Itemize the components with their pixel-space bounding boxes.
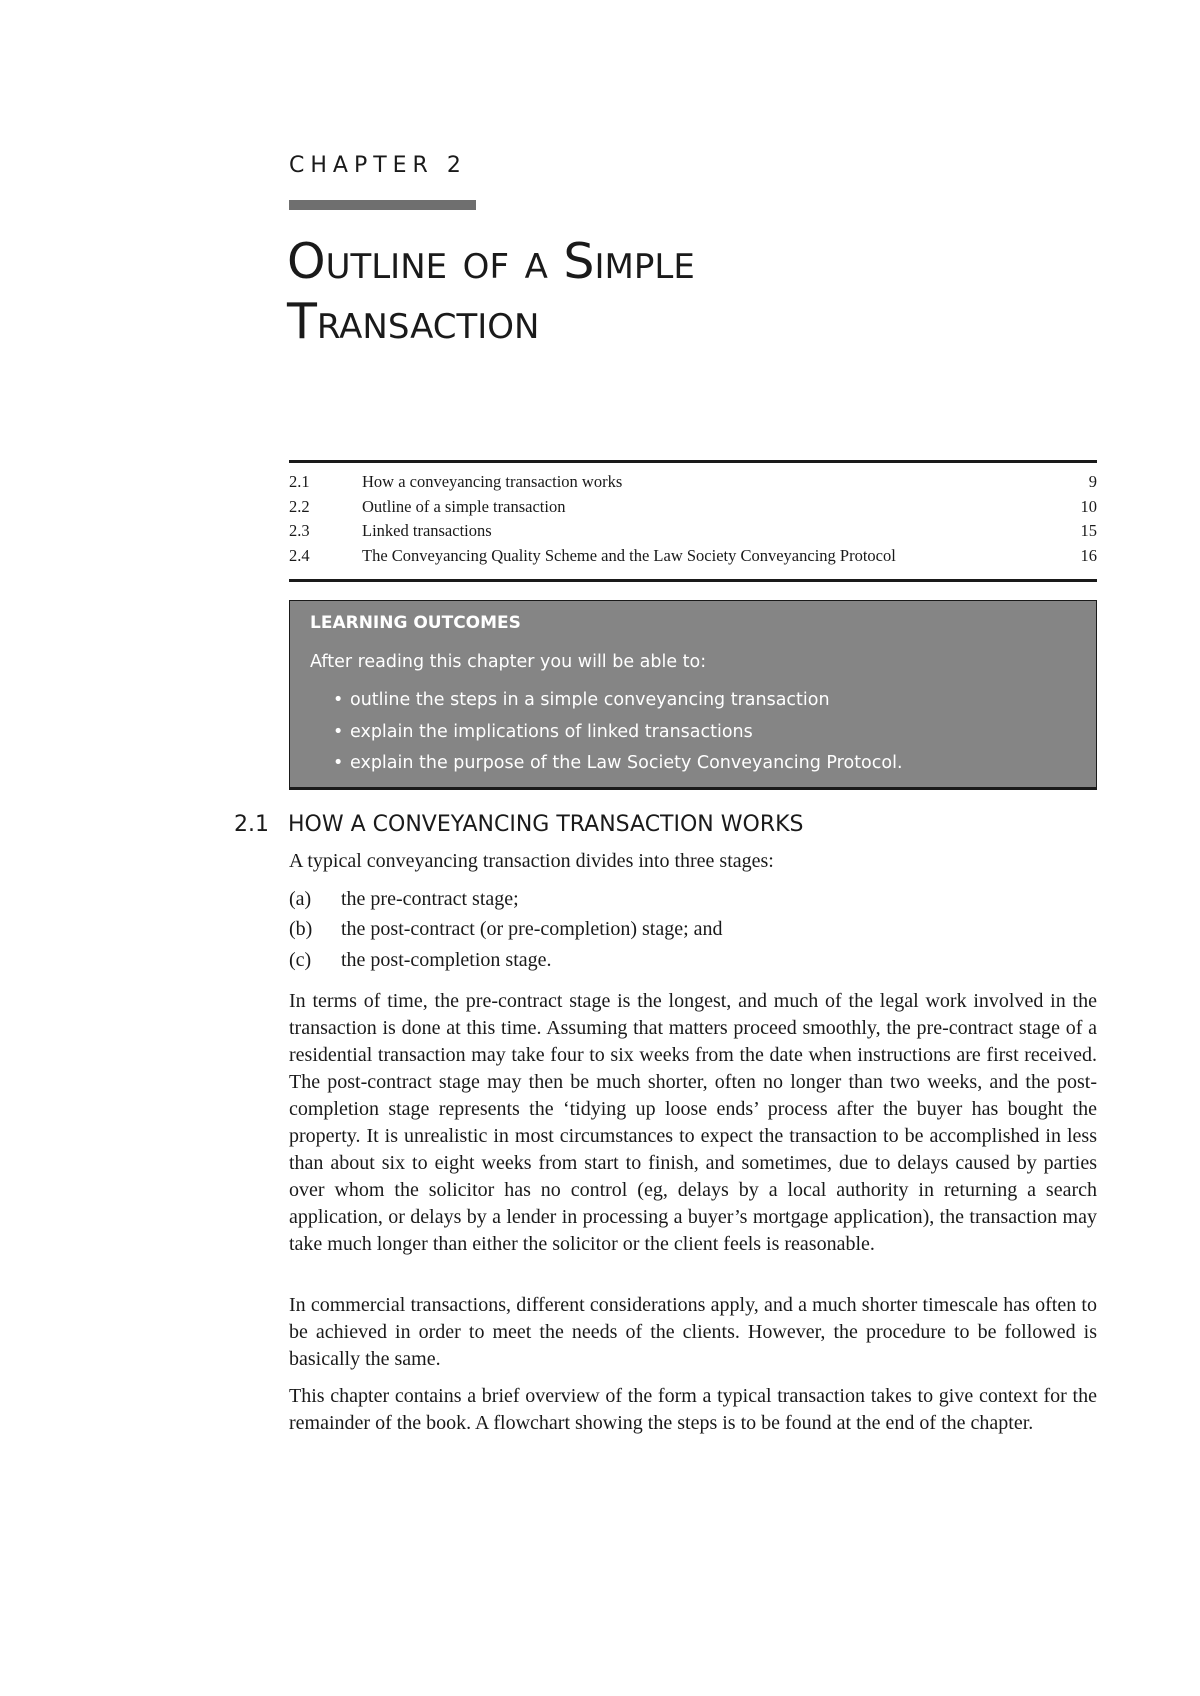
- section-number: 2.1: [234, 812, 269, 837]
- body-paragraph-2: In commercial transactions, different considerations apply, and a much shorter timescale has often to be achieved in order to meet the needs of the clients. However, the procedure to be followed is basically the same.: [289, 1294, 1097, 1370]
- toc-number: 2.2: [289, 496, 310, 516]
- toc-title: How a conveyancing transaction works: [362, 472, 623, 491]
- chapter-title: [287, 232, 1087, 352]
- section-title: HOW A CONVEYANCING TRANSACTION WORKS: [288, 812, 804, 837]
- stage-text: the post-completion stage.: [341, 949, 552, 971]
- section-heading: [234, 812, 804, 837]
- chapter-title-line-1: Outline of a Simple: [287, 233, 695, 290]
- list-item: [310, 685, 903, 717]
- body-paragraph-3: This chapter contains a brief overview of the form a typical transaction takes to give context for the remainder of the book. A flowchart showing the steps is to be found at the end of the chapter.: [289, 1385, 1097, 1434]
- stage-label: (a): [289, 888, 312, 910]
- toc-page-number: 9: [1088, 472, 1097, 491]
- toc-page-number: 10: [1080, 496, 1097, 516]
- stage-text: the post-contract (or pre-completion) stage; and: [341, 918, 723, 940]
- list-item: [310, 717, 903, 749]
- toc-row[interactable]: [289, 519, 1097, 544]
- toc-page-number: 15: [1080, 521, 1097, 540]
- toc-title: Linked transactions: [362, 521, 492, 540]
- bullet-icon: •: [333, 721, 344, 742]
- learning-outcome-text: explain the implications of linked transactions: [350, 721, 753, 742]
- toc-number: 2.1: [289, 472, 310, 491]
- bullet-icon: •: [333, 753, 344, 773]
- toc-number: 2.3: [289, 521, 310, 540]
- chapter-rule: [289, 200, 476, 210]
- learning-outcomes-intro: After reading this chapter you will be able to:: [310, 652, 707, 672]
- toc-row[interactable]: [289, 495, 1097, 520]
- stage-text: the pre-contract stage;: [341, 888, 519, 910]
- learning-outcome-text: explain the purpose of the Law Society Conveyancing Protocol.: [350, 753, 903, 773]
- learning-outcomes-heading: LEARNING OUTCOMES: [310, 613, 521, 633]
- toc-number: 2.4: [289, 545, 310, 565]
- list-item: [310, 748, 903, 780]
- toc-row[interactable]: [289, 470, 1097, 495]
- toc-title: Outline of a simple transaction: [362, 496, 566, 516]
- list-item: [289, 947, 552, 974]
- chapter-title-line-2: Transaction: [287, 293, 540, 350]
- toc-row[interactable]: [289, 544, 1097, 569]
- learning-outcomes-list: [310, 685, 903, 780]
- learning-outcomes-box: [289, 600, 1097, 790]
- chapter-label: CHAPTER 2: [289, 153, 467, 178]
- list-item: [289, 916, 723, 943]
- toc-page-number: 16: [1080, 545, 1097, 565]
- bullet-icon: •: [333, 690, 344, 710]
- list-item: [289, 886, 519, 913]
- toc-title: The Conveyancing Quality Scheme and the Law Society Conveyancing Protocol: [362, 545, 896, 565]
- stage-label: (c): [289, 949, 312, 971]
- body-paragraph-1: In terms of time, the pre-contract stage is the longest, and much of the legal work involved in the transaction is done at this time. Assuming that matters proceed smoothly, the pre-contract stage of a residential transaction may take four to six weeks from the date when instructions are first received. The post-contract stage may then be much shorter, often no longer than two weeks, and the post-completion stage represents the ‘tidying up loose ends’ process after the buyer has bought the property. It is unrealistic in most circumstances to expect the transaction to be accomplished in less than about six to eight weeks from start to finish, and sometimes, due to delays caused by parties over whom the solicitor has no control (eg, delays by a local authority in returning a search application, or delays by a lender in processing a buyer’s mortgage application), the transaction may take much longer than either the solicitor or the client feels is reasonable.: [289, 990, 1097, 1255]
- section-intro: A typical conveyancing transaction divides into three stages:: [289, 850, 774, 872]
- learning-outcome-text: outline the steps in a simple conveyancing transaction: [350, 690, 830, 710]
- table-of-contents: [289, 460, 1097, 582]
- stage-label: (b): [289, 918, 313, 940]
